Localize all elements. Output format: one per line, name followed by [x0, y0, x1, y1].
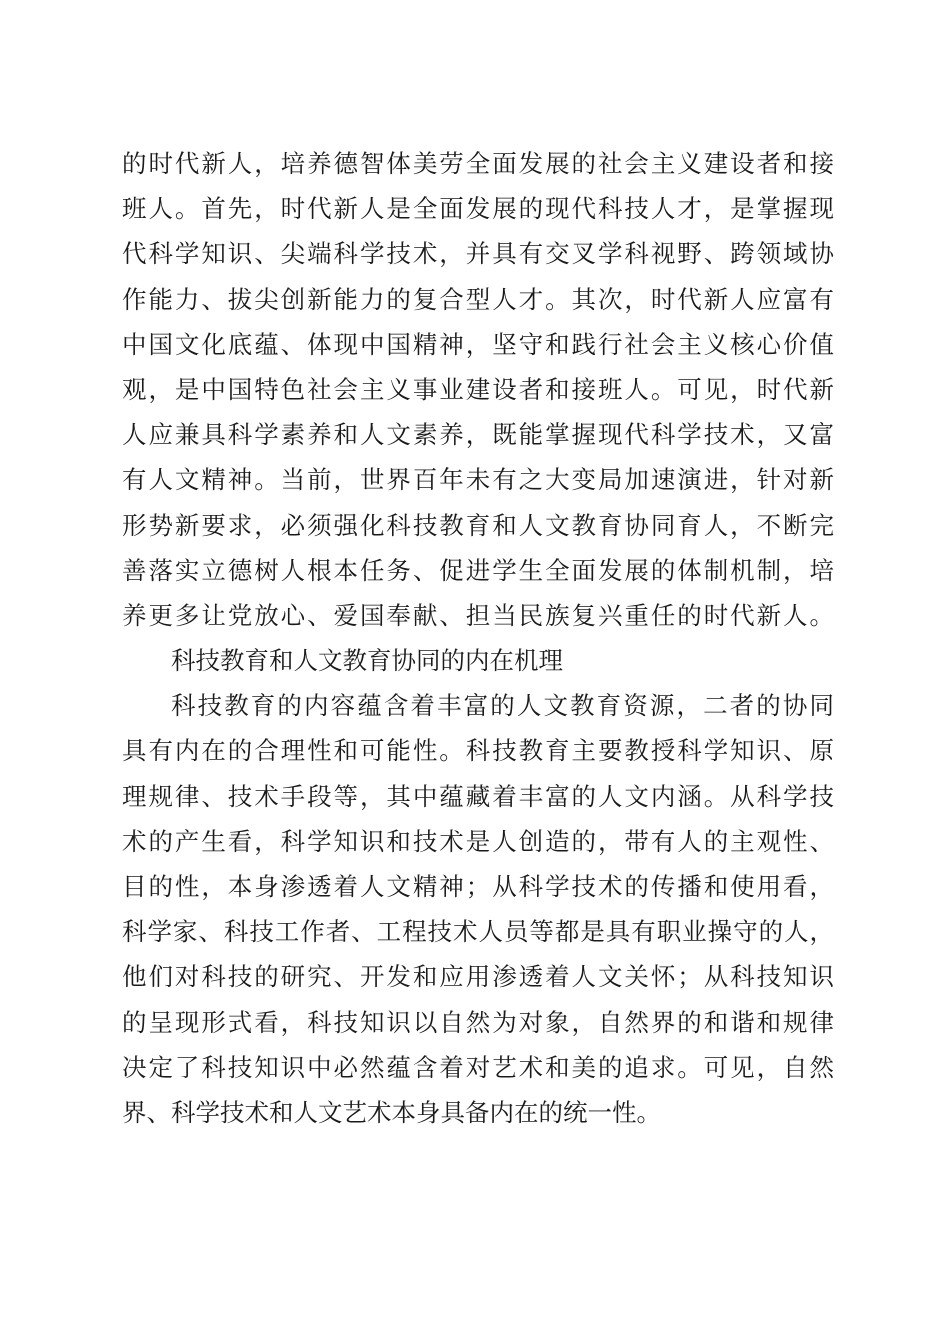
- paragraph-line: 界、科学技术和人文艺术本身具备内在的统一性。: [122, 1097, 661, 1127]
- document-body: [122, 141, 834, 1135]
- paragraph-line: 的时代新人，培养德智体美劳全面发展的社会主义建设者和接: [122, 149, 834, 178]
- paragraph-line: 术的产生看，科学知识和技术是人创造的，带有人的主观性、: [122, 826, 834, 856]
- paragraph-line: 决定了科技知识中必然蕴含着对艺术和美的追求。可见，自然: [122, 1052, 834, 1082]
- paragraph-line: 养更多让党放心、爱国奉献、担当民族复兴重任的时代新人。: [122, 600, 834, 630]
- paragraph-2: [122, 683, 834, 1135]
- paragraph-line: 班人。首先，时代新人是全面发展的现代科技人才，是掌握现: [122, 194, 834, 224]
- paragraph-line: 形势新要求，必须强化科技教育和人文教育协同育人，不断完: [122, 510, 834, 540]
- paragraph-line: 观，是中国特色社会主义事业建设者和接班人。可见，时代新: [122, 374, 834, 404]
- paragraph-line: 具有内在的合理性和可能性。科技教育主要教授科学知识、原: [122, 736, 834, 766]
- paragraph-line: 中国文化底蕴、体现中国精神，坚守和践行社会主义核心价值: [122, 329, 834, 359]
- paragraph-line: 善落实立德树人根本任务、促进学生全面发展的体制机制，培: [122, 555, 834, 585]
- paragraph-line: 科学家、科技工作者、工程技术人员等都是具有职业操守的人，: [122, 917, 834, 947]
- paragraph-line: 人应兼具科学素养和人文素养，既能掌握现代科学技术，又富: [122, 420, 834, 450]
- paragraph-line: 代科学知识、尖端科学技术，并具有交叉学科视野、跨领域协: [122, 239, 834, 269]
- paragraph-line: 作能力、拔尖创新能力的复合型人才。其次，时代新人应富有: [122, 284, 834, 314]
- paragraph-line: 目的性，本身渗透着人文精神；从科学技术的传播和使用看，: [122, 872, 834, 901]
- section-heading: 科技教育和人文教育协同的内在机理: [171, 646, 563, 676]
- paragraph-line: 有人文精神。当前，世界百年未有之大变局加速演进，针对新: [122, 465, 834, 495]
- paragraph-line: 科技教育的内容蕴含着丰富的人文教育资源，二者的协同: [171, 691, 834, 721]
- paragraph-line: 的呈现形式看，科技知识以自然为对象，自然界的和谐和规律: [122, 1007, 834, 1037]
- paragraph-line: 理规律、技术手段等，其中蕴藏着丰富的人文内涵。从科学技: [122, 781, 834, 811]
- paragraph-1: [122, 141, 834, 638]
- paragraph-line: 他们对科技的研究、开发和应用渗透着人文关怀；从科技知识: [122, 962, 834, 992]
